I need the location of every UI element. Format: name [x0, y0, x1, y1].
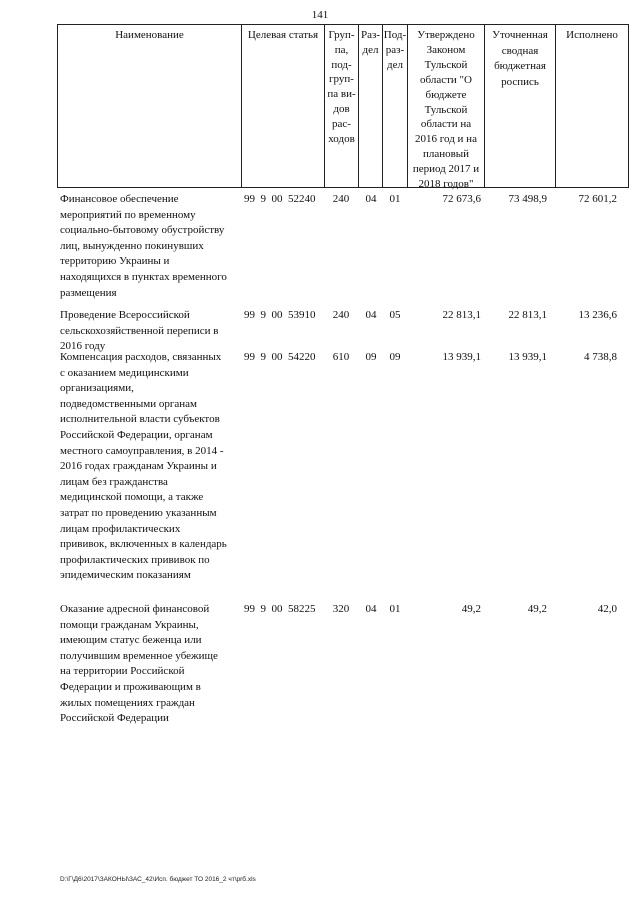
row-name: Компенсация расходов, связанных с оказанием медицинскими организациями, подведомственными органам исполнительной власти субъектов Российской Федерации, органам местного самоуправления, в 2014 - 2016 годах гражданам Украины и лицам без гражданства медицинской помощи, а также затрат по проведению указанным лицам профилактических прививок, включенных в календарь профилактических прививок по эпидемическим показаниям — [60, 351, 227, 582]
row-approved: 49,2 — [461, 603, 481, 615]
column-divider — [241, 25, 242, 187]
row-code: 99 9 00 58225 — [244, 603, 316, 615]
header-code: Целевая статья — [247, 29, 319, 41]
row-group: 320 — [332, 603, 350, 615]
row-updated: 22 813,1 — [508, 309, 547, 321]
row-razdel: 09 — [365, 351, 377, 363]
row-name: Проведение Всероссийской сельскохозяйственной переписи в 2016 году — [60, 309, 219, 353]
row-approved: 22 813,1 — [442, 309, 481, 321]
row-podrazdel: 05 — [389, 309, 401, 321]
row-code: 99 9 00 53910 — [244, 309, 316, 321]
row-approved: 13 939,1 — [442, 351, 481, 363]
row-podrazdel: 09 — [389, 351, 401, 363]
header-podrazdel: Под- раз- дел — [383, 29, 407, 71]
row-group: 240 — [332, 309, 350, 321]
row-updated: 49,2 — [527, 603, 547, 615]
header-updated: Уточненная сводная бюджетная роспись — [492, 29, 548, 88]
row-code: 99 9 00 52240 — [244, 193, 316, 205]
table-header — [57, 24, 629, 191]
header-group: Груп- па, под- груп- па ви- дов рас- ходов — [327, 29, 356, 145]
row-executed: 42,0 — [597, 603, 617, 615]
row-executed: 72 601,2 — [578, 193, 617, 205]
row-name: Оказание адресной финансовой помощи гражданам Украины, имеющим статус беженца или получившим временное убежище на территории Российской Федерации и проживающим в жилых помещениях граждан Российской Федерации — [60, 603, 218, 725]
row-executed: 13 236,6 — [578, 309, 617, 321]
row-group: 610 — [332, 351, 350, 363]
row-podrazdel: 01 — [389, 193, 401, 205]
row-group: 240 — [332, 193, 350, 205]
row-updated: 73 498,9 — [508, 193, 547, 205]
header-executed: Исполнено — [566, 29, 618, 41]
header-name: Наименование — [115, 29, 184, 41]
row-updated: 13 939,1 — [508, 351, 547, 363]
row-razdel: 04 — [365, 193, 377, 205]
row-approved: 72 673,6 — [442, 193, 481, 205]
row-razdel: 04 — [365, 603, 377, 615]
row-podrazdel: 01 — [389, 603, 401, 615]
row-code: 99 9 00 54220 — [244, 351, 316, 363]
row-executed: 4 738,8 — [584, 351, 617, 363]
header-approved: Утверждено Законом Тульской области "О бюджете Тульской области на 2016 год и на плановый период 2017 и 2018 годов" — [412, 29, 480, 191]
page-number: 141 — [311, 9, 329, 21]
column-divider — [555, 25, 556, 187]
row-razdel: 04 — [365, 309, 377, 321]
header-razdel: Раз- дел — [360, 29, 380, 56]
row-name: Финансовое обеспечение мероприятий по временному социально-бытовому обустройству лиц, вынужденно покинувших территорию Украины и находящихся в пунктах временного размещения — [60, 193, 227, 299]
file-path-footer: D:\Г\Д6\2017\ЗАКОНЫ\ЗАС_42\Исп. бюджет ТО 2016_2 чт\рrб.xls — [60, 876, 256, 883]
